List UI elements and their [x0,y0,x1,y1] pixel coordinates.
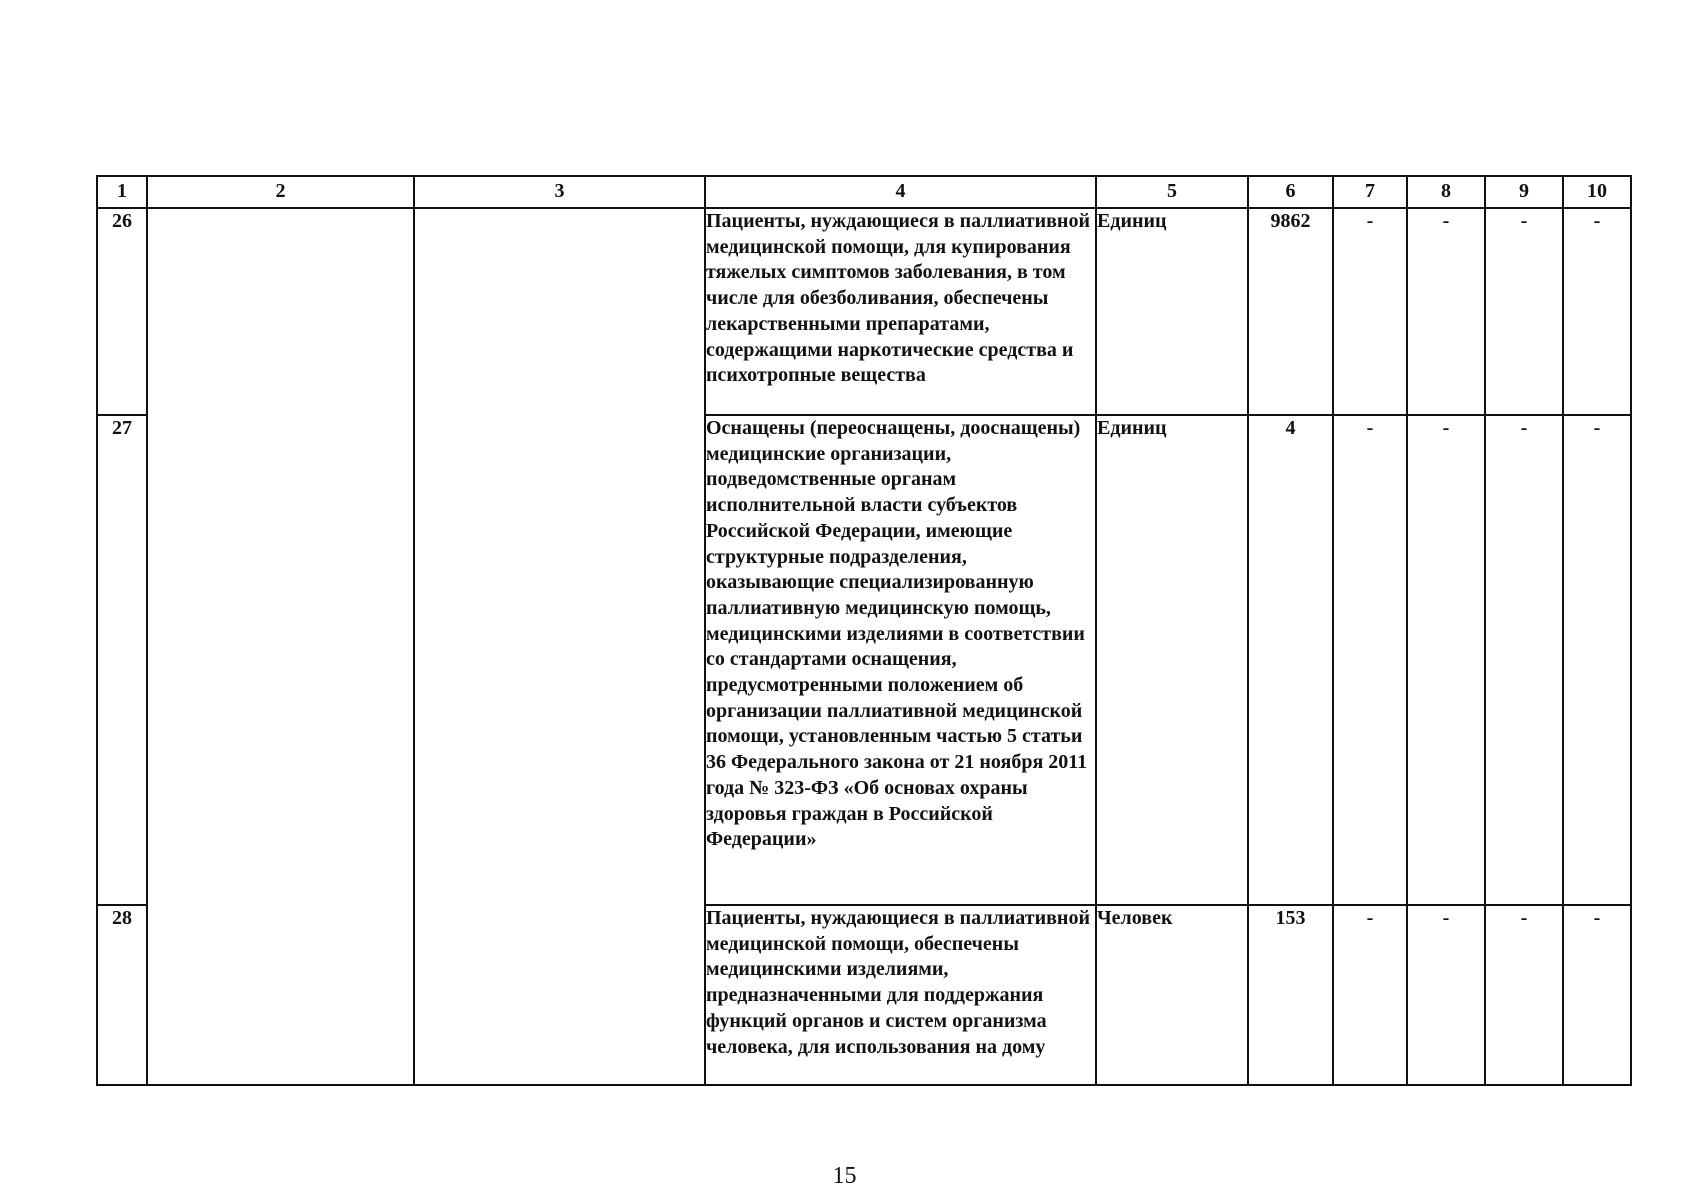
indicators-table [96,175,1632,1086]
row-col-8: - [1407,415,1485,905]
row-col-7: - [1333,208,1407,415]
header-col-1: 1 [97,176,147,208]
header-col-10: 10 [1563,176,1631,208]
row-value: 9862 [1248,208,1333,415]
header-col-5: 5 [1096,176,1248,208]
row-col-9: - [1485,415,1563,905]
row-col-9: - [1485,208,1563,415]
row-col-9: - [1485,905,1563,1085]
header-col-4: 4 [705,176,1096,208]
row-number: 26 [97,208,147,415]
table-header-row [97,176,1631,208]
merged-cell-col-2 [147,208,414,1085]
row-description: Пациенты, нуждающиеся в паллиативной медицинской помощи, обеспечены медицинскими изделиями, предназначенными для поддержания функций органов и систем организма человека, для использования на дому [705,905,1096,1085]
row-col-10: - [1563,415,1631,905]
header-col-6: 6 [1248,176,1333,208]
header-col-9: 9 [1485,176,1563,208]
row-col-10: - [1563,905,1631,1085]
header-col-8: 8 [1407,176,1485,208]
row-value: 153 [1248,905,1333,1085]
row-number: 27 [97,415,147,905]
row-unit: Человек [1096,905,1248,1085]
row-description: Пациенты, нуждающиеся в паллиативной медицинской помощи, для купирования тяжелых симптомов заболевания, в том числе для обезболивания, обеспечены лекарственными препаратами, содержащими наркотические средства и психотропные вещества [705,208,1096,415]
header-col-3: 3 [414,176,705,208]
merged-cell-col-3 [414,208,705,1085]
row-unit: Единиц [1096,208,1248,415]
row-col-7: - [1333,905,1407,1085]
row-value: 4 [1248,415,1333,905]
row-col-8: - [1407,905,1485,1085]
page-number: 15 [832,1163,857,1189]
row-col-7: - [1333,415,1407,905]
row-description: Оснащены (переоснащены, дооснащены) медицинские организации, подведомственные органам исполнительной власти субъектов Российской Федерации, имеющие структурные подразделения, оказывающие специализированную паллиативную медицинскую помощь, медицинскими изделиями в соответствии со стандартами оснащения, предусмотренными положением об организации паллиативной медицинской помощи, установленным частью 5 статьи 36 Федерального закона от 21 ноября 2011 года № 323-ФЗ «Об основах охраны здоровья граждан в Российской Федерации» [705,415,1096,905]
row-col-10: - [1563,208,1631,415]
row-unit: Единиц [1096,415,1248,905]
table-row [97,208,1631,415]
header-col-2: 2 [147,176,414,208]
row-col-8: - [1407,208,1485,415]
row-number: 28 [97,905,147,1085]
header-col-7: 7 [1333,176,1407,208]
